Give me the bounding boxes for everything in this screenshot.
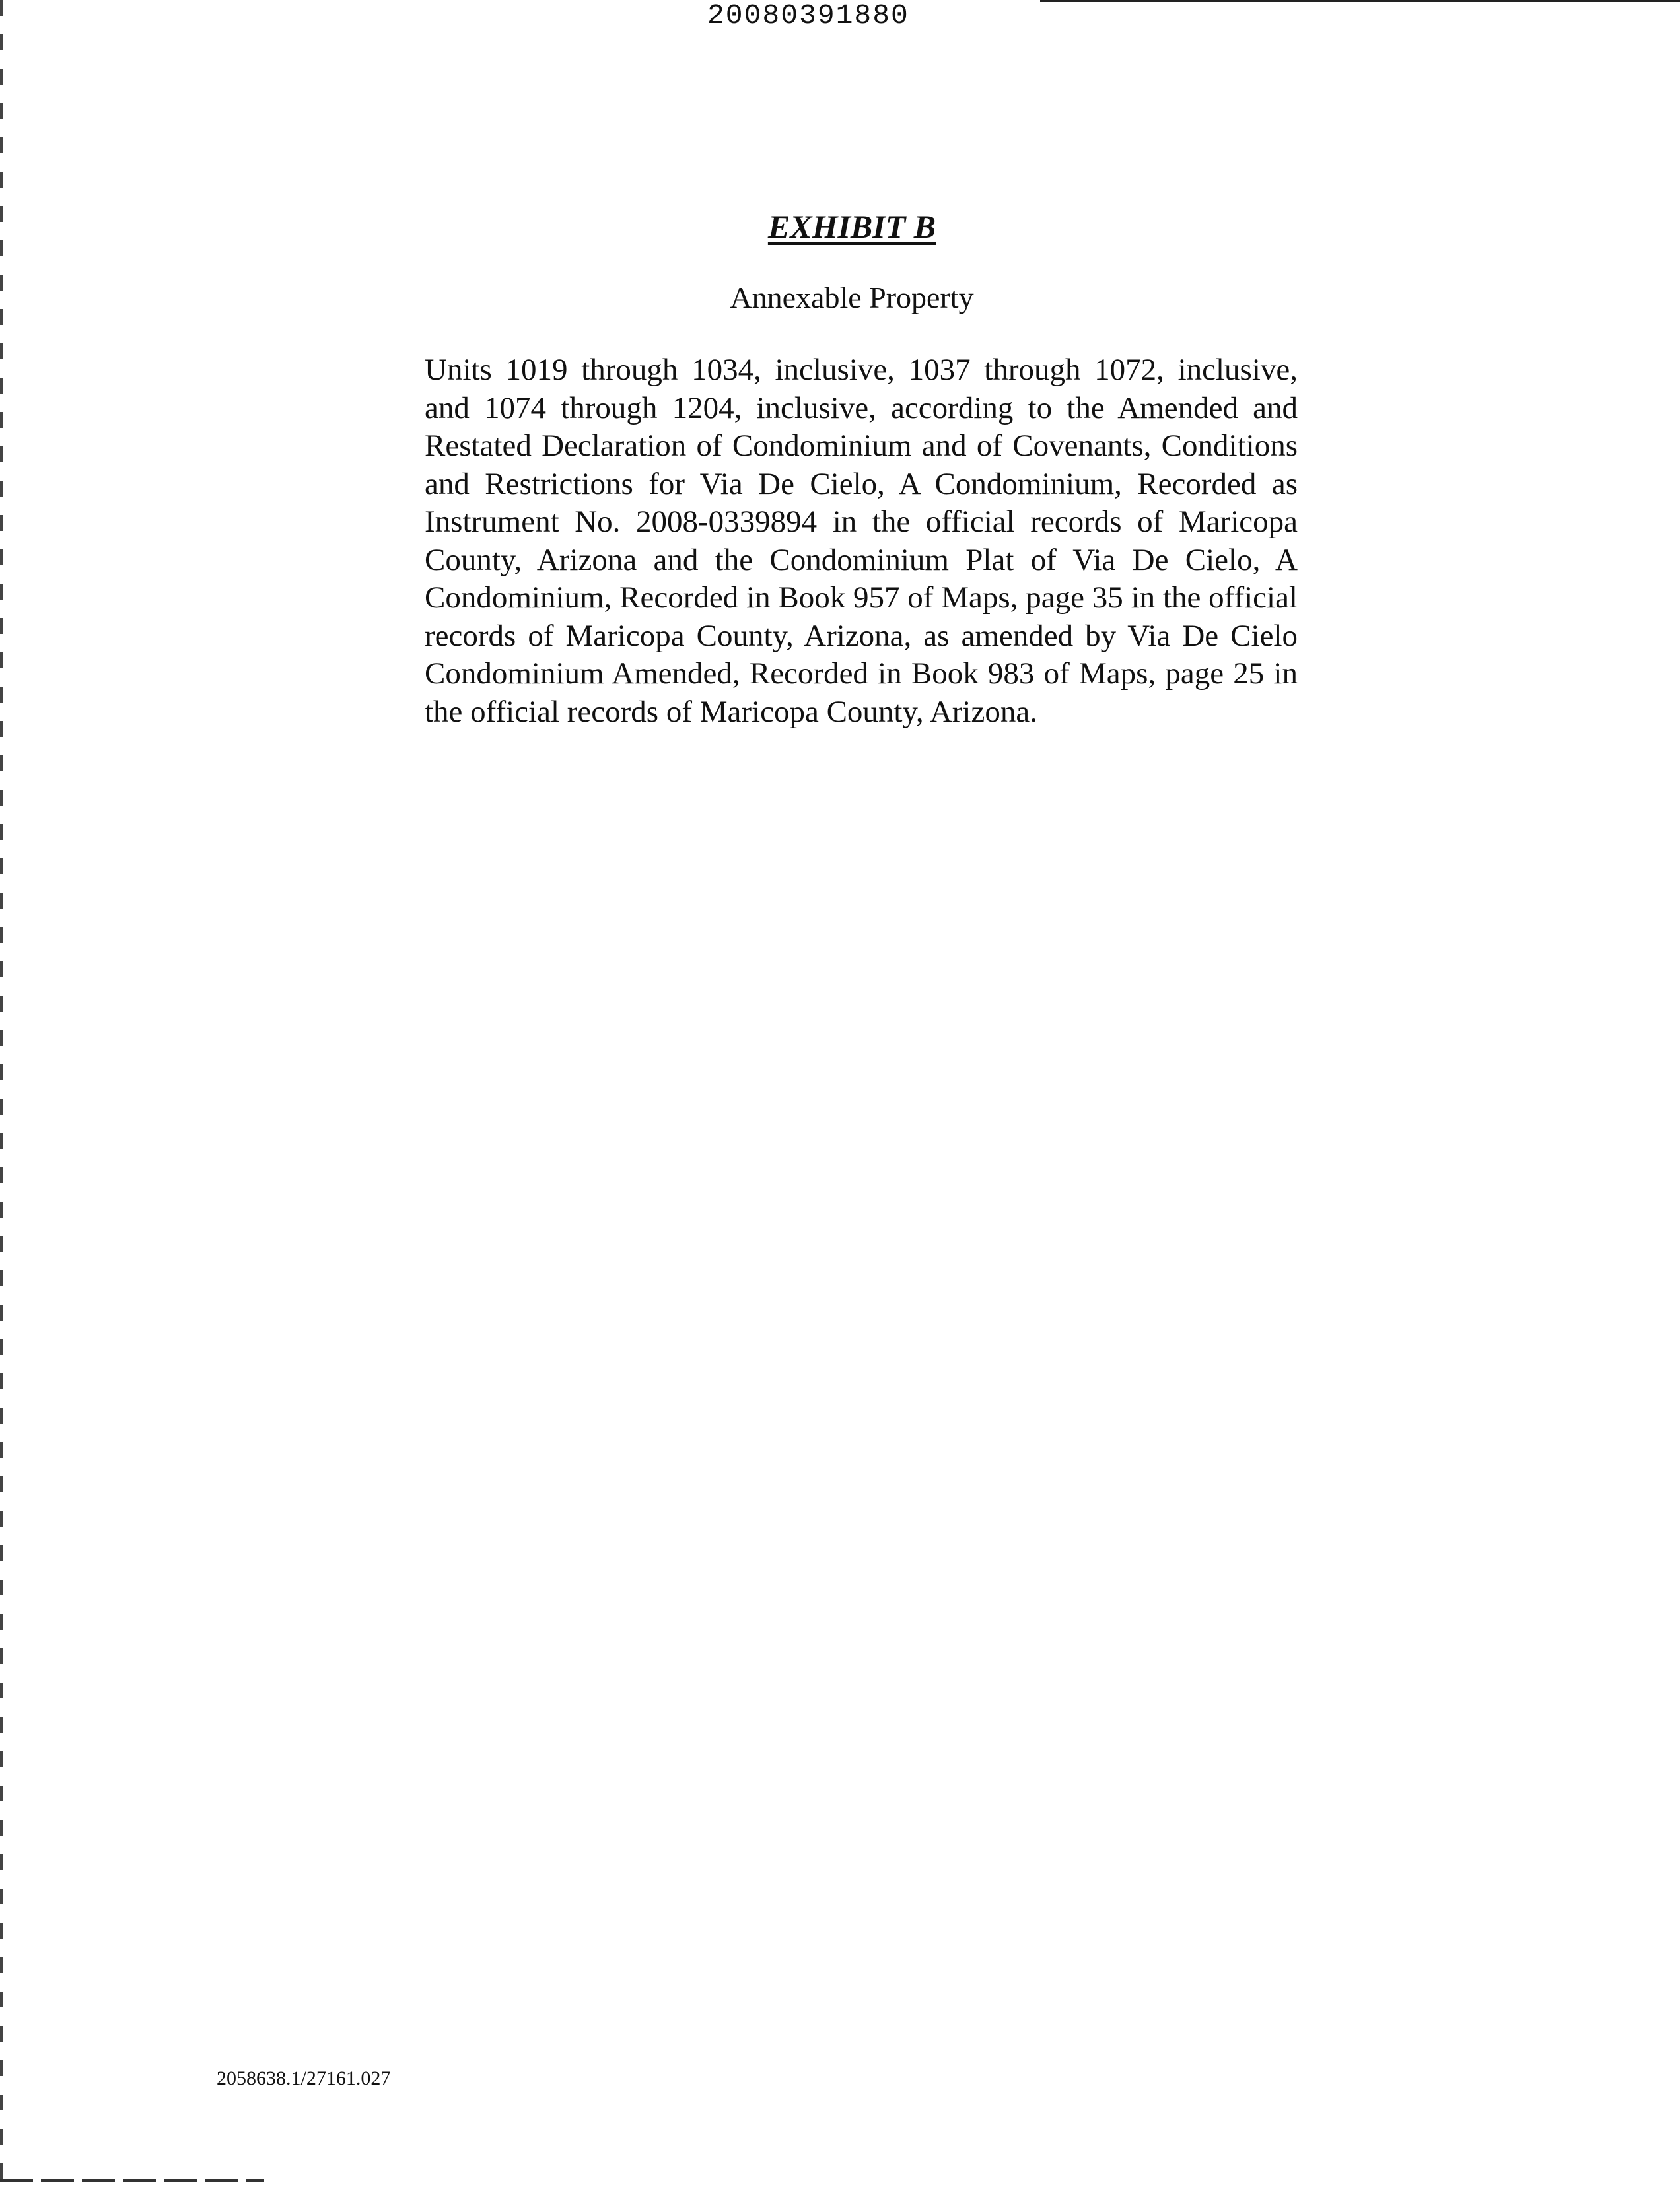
scan-bottom-artifact xyxy=(0,2179,264,2182)
scan-edge-artifact xyxy=(0,0,3,2187)
exhibit-subtitle: Annexable Property xyxy=(730,281,974,314)
exhibit-title: EXHIBIT B xyxy=(767,208,936,245)
footer-document-id: 2058638.1/27161.027 xyxy=(217,2067,391,2089)
scan-top-rule xyxy=(1040,0,1680,2)
legal-description: Units 1019 through 1034, inclusive, 1037 through 1072, inclusive, and 1074 through 1204, inclusive, according to the Amended and Restated Declaration of Condominium and of Covenants, Conditions and Restrictions for Via De Cielo, A Condominium, Recorded as Instrument No. 2008-0339894 in the official records of Maricopa County, Arizona and the Condominium Plat of Via De Cielo, A Condominium, Recorded in Book 957 of Maps, page 35 in the official records of Maricopa County, Arizona, as amended by Via De Cielo Condominium Amended, Recorded in Book 983 of Maps, page 25 in the official records of Maricopa County, Arizona. xyxy=(425,353,1298,729)
recording-number: 20080391880 xyxy=(707,0,909,32)
